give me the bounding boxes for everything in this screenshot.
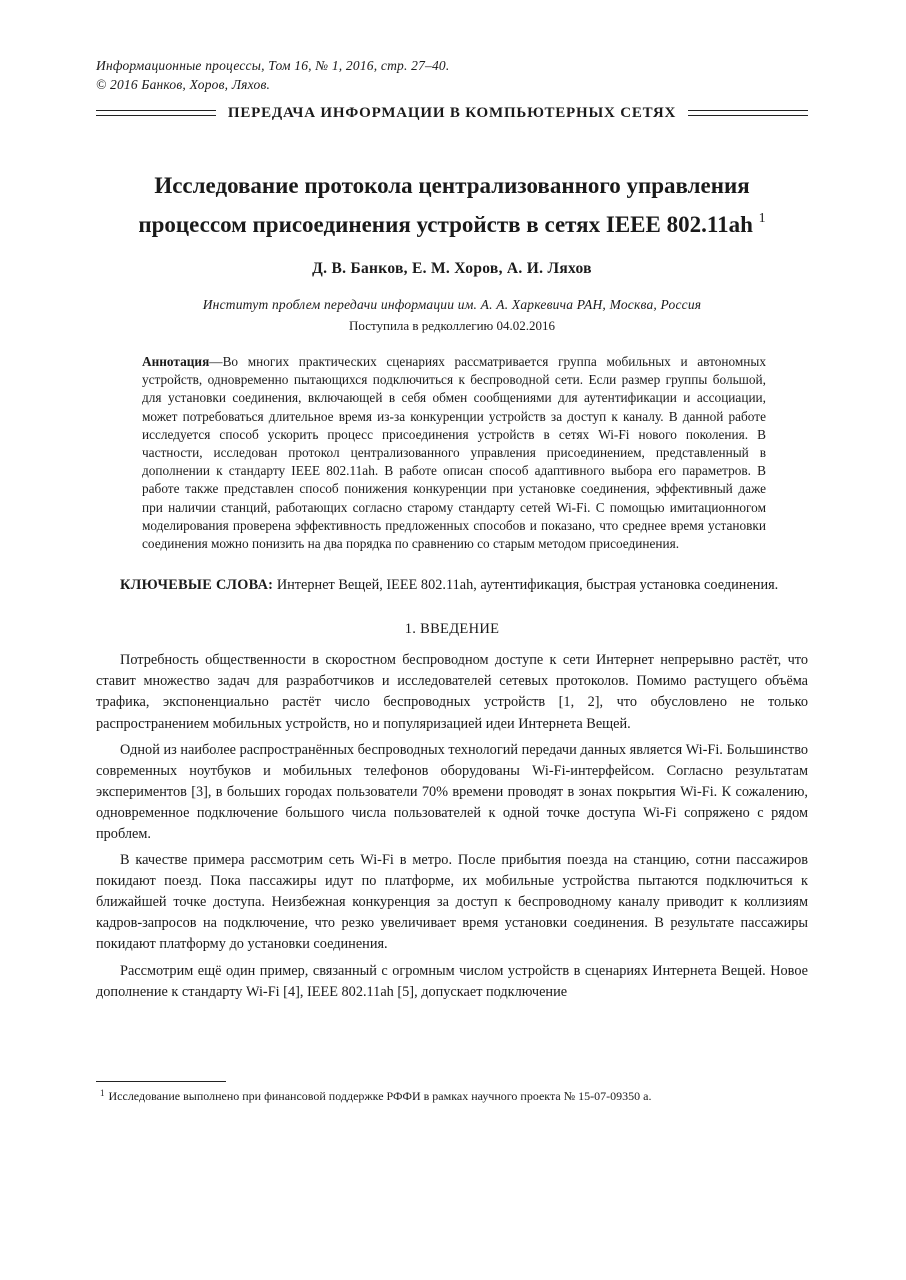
title-line-2: процессом присоединения устройств в сетях IEEE 802.11ah [138, 212, 753, 237]
affiliation: Институт проблем передачи информации им. А. А. Харкевича РАН, Москва, Россия [202, 297, 702, 312]
received-date: Поступила в редколлегию 04.02.2016 [349, 318, 555, 333]
banner-rule-left [96, 110, 216, 116]
paper-title [96, 169, 808, 241]
keywords [96, 575, 808, 596]
section-banner-title: ПЕРЕДАЧА ИНФОРМАЦИИ В КОМПЬЮТЕРНЫХ СЕТЯХ [227, 104, 677, 121]
footnote-area [96, 1081, 808, 1104]
authors: Д. В. Банков, Е. М. Хоров, А. И. Ляхов [312, 260, 592, 277]
paragraph: Рассмотрим ещё один пример, связанный с огромным числом устройств в сценариях Интернета Вещей. Новое дополнение к стандарту Wi-Fi [4], IEEE 802.11ah [5], допускает подключение [96, 962, 808, 1000]
page [96, 56, 808, 1008]
paragraph: Потребность общественности в скоростном беспроводном доступе к сети Интернет непрерывно растёт, что ставит множество задач для разработчиков и исследователей сетевых протоколов. Помимо растущего объёма трафика, экспоненциально растёт число беспроводных устройств [1, 2], что обусловлено не только распространением мобильных устройств, но и популяризацией идеи Интернета Вещей. [96, 652, 808, 732]
keywords-label: КЛЮЧЕВЫЕ СЛОВА: [120, 577, 274, 594]
footnote [96, 1088, 808, 1104]
footnote-text: Исследование выполнено при финансовой поддержке РФФИ в рамках научного проекта № 15-07-09350 а. [108, 1089, 652, 1103]
footnote-rule [96, 1081, 226, 1082]
section-body [96, 650, 808, 1003]
keywords-text: Интернет Вещей, IEEE 802.11ah, аутентификация, быстрая установка соединения. [276, 577, 779, 594]
abstract [142, 353, 766, 553]
paragraph: В качестве примера рассмотрим сеть Wi-Fi в метро. После прибытия поезда на станцию, сотни пассажиров покидают поезд. Пока пассажиры идут по платформе, их мобильные устройства пытаются подключиться к ближайшей точке доступа. Неизбежная конкуренция за доступ к беспроводному каналу приводит к коллизиям кадров-запросов на подключение, что резко увеличивает время установки соединения. В результате пассажиры покидают платформу до установки соединения. [96, 852, 808, 953]
banner-rule-right [688, 110, 808, 116]
title-footnote-mark: 1 [758, 211, 766, 226]
copyright-line: © 2016 Банков, Хоров, Ляхов. [96, 77, 271, 92]
title-line-1: Исследование протокола централизованного управления [154, 173, 750, 198]
paragraph: Одной из наиболее распространённых беспроводных технологий передачи данных является Wi-Fi. Большинство современных ноутбуков и мобильных телефонов оборудованы Wi-Fi-интерфейсом. Согласно результатам экспериментов [3], в больших городах пользователи 70% времени проводят в зонах покрытия Wi-Fi. К сожалению, одновременное подключение большого числа пользователей к одной точке доступа Wi-Fi сопряжено с рядом проблем. [96, 741, 808, 842]
abstract-text: —Во многих практических сценариях рассматривается группа мобильных и автономных устройств, одновременно пытающихся подключиться к беспроводной сети. Если размер группы большой, для установки соединения, включающей в себя обмен сообщениями для аутентификации и ассоциации, может потребоваться длительное время из-за конкуренции устройств за доступ к каналу. В данной работе исследуется способ ускорить процесс присоединения устройств в сетях Wi-Fi нового поколения. В частности, исследован протокол централизованного управления присоединением, представленный в дополнении к стандарту IEEE 802.11ah. В работе описан способ адаптивного выбора его параметров. В работе также представлен способ понижения конкуренции при установке соединения, эффективный даже при наличии станций, работающих согласно старому стандарту сетей Wi-Fi. С помощью имитационногом моделирования проверена эффективность предложенных способов и показано, что среднее время установки соединения можно понизить на два порядка по сравнению со старым методом присоединения. [142, 354, 766, 552]
section-banner [96, 101, 808, 125]
journal-citation: Информационные процессы, Том 16, № 1, 2016, стр. 27–40. [96, 58, 450, 73]
abstract-label: Аннотация [142, 354, 210, 369]
section-heading: 1. ВВЕДЕНИЕ [404, 621, 500, 638]
footnote-mark: 1 [100, 1088, 105, 1098]
